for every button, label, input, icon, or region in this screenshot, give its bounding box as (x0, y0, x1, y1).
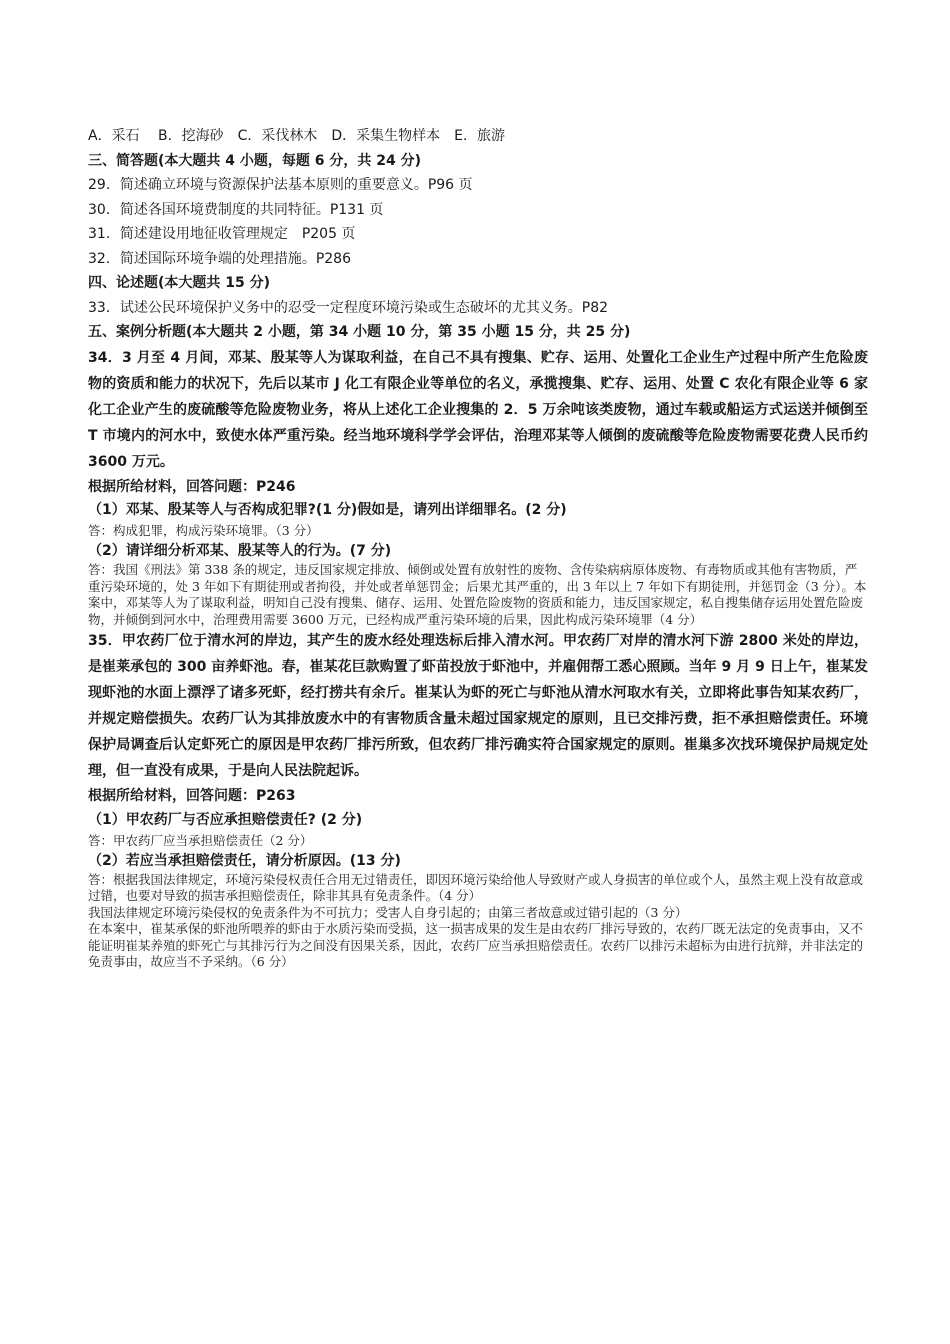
answer-34-2: 答：我国《刑法》第 338 条的规定，违反国家规定排放、倾倒或处置有放射性的废物、含传染病病原体废物、有毒物质或其他有害物质，严重污染环境的，处 3 年如下有期徒刑或者拘役，并处或者单惩罚金；后果尤其严重的，出 3 年以上 7 年如下有期徒刑，并惩罚金（3 分）。本案中，邓某等人为了谋取利益，明知自己没有搜集、储存、运用、处置危险废物的资质和能力，违反国家规定，私自搜集储存运用处置危险废物，并倾倒到河水中，治理费用需要 3600 万元，已经构成严重污染环境的后果，因此构成污染环境罪（4 分） (88, 562, 867, 627)
question-33: 33．试述公民环境保护义务中的忍受一定程度环境污染或生态破坏的尤其义务。P82 (88, 299, 609, 316)
question-34-stem: 34．3 月至 4 月间，邓某、殷某等人为谋取利益，在自己不具有搜集、贮存、运用、处置化工企业生产过程中所产生危险废物的资质和能力的状况下，先后以某市 J 化工有限企业等单位的名义，承揽搜集、贮存、运用、处置 C 农化有限企业等 6 家化工企业产生的废硫酸等危险废物业务，将从上述化工企业搜集的 2．5 万余吨该类废物，通过车载或船运方式运送并倾倒至 T 市境内的河水中，致使水体严重污染。经当地环境科学学会评估，治理邓某等人倾倒的废硫酸等危险废物需要花费人民币约 3600 万元。 (88, 349, 868, 470)
section3-title: 三、简答题(本大题共 4 小题，每题 6 分，共 24 分) (88, 152, 422, 169)
answer-34-1: 答：构成犯罪，构成污染环境罪。（3 分） (88, 523, 319, 538)
question-35-sub1: （1）甲农药厂与否应承担赔偿责任? (2 分) (88, 811, 363, 828)
question-32: 32．简述国际环境争端的处理措施。P286 (88, 250, 351, 267)
question-30: 30．简述各国环境费制度的共同特征。P131 页 (88, 201, 384, 218)
q28-options: A．采石 B．挖海砂 C．采伐林木 D．采集生物样本 E．旅游 (88, 128, 506, 144)
answer-35-2b: 我国法律规定环境污染侵权的免责条件为不可抗力；受害人自身引起的；由第三者故意或过错引起的（3 分） (88, 904, 688, 920)
answer-35-2c: 在本案中，崔某承保的虾池所喂养的虾由于水质污染而受损，这一损害成果的发生是由农药厂排污导致的，农药厂既无法定的免责事由，又不能证明崔某养殖的虾死亡与其排污行为之间没有因果关系，因此，农药厂应当承担赔偿责任。农药厂以排污未超标为由进行抗辩，并非法定的免责事由，故应当不予采纳。（6 分） (88, 921, 864, 969)
question-34-sub1: （1）邓某、殷某等人与否构成犯罪?(1 分)假如是，请列出详细罪名。(2 分) (88, 502, 567, 518)
section5-title: 五、案例分析题(本大题共 2 小题，第 34 小题 10 分，第 35 小题 15 分，共 25 分) (88, 324, 631, 340)
question-35-sub2: （2）若应当承担赔偿责任，请分析原因。(13 分) (88, 852, 401, 869)
question-31: 31．简述建设用地征收管理规定 P205 页 (88, 226, 356, 242)
question-35-stem: 35．甲农药厂位于清水河的岸边，其产生的废水经处理迭标后排入清水河。甲农药厂对岸的清水河下游 2800 米处的岸边，是崔莱承包的 300 亩养虾池。春，崔某花巨款购置了虾苗投放于虾池中，并雇佣帮工悉心照顾。当年 9 月 9 日上午，崔某发现虾池的水面上漂浮了诸多死虾，经打捞共有余斤。崔某认为虾的死亡与虾池从清水河取水有关，立即将此事告知某农药厂，并规定赔偿损失。农药厂认为其排放废水中的有害物质含量未超过国家规定的原则，且已交排污费，拒不承担赔偿责任。环境保护局调查后认定虾死亡的原因是甲农药厂排污所致，但农药厂排污确实符合国家规定的原则。崔巢多次找环境保护局规定处理，但一直没有成果，于是向人民法院起诉。 (88, 633, 868, 779)
question-34-prompt: 根据所给材料，回答问题：P246 (88, 478, 296, 495)
document-page (88, 124, 868, 971)
answer-35-2a: 答：根据我国法律规定，环境污染侵权责任合用无过错责任，即因环境污染给他人导致财产或人身损害的单位或个人，虽然主观上没有故意或过错，也要对导致的损害承担赔偿责任，除非其具有免责条件。（4 分） (88, 871, 864, 903)
section4-title: 四、论述题(本大题共 15 分) (88, 275, 271, 291)
question-34-sub2: （2）请详细分析邓某、殷某等人的行为。(7 分) (88, 543, 392, 559)
answer-35-1: 答：甲农药厂应当承担赔偿责任（2 分） (88, 832, 313, 848)
question-35-prompt: 根据所给材料，回答问题：P263 (88, 788, 296, 804)
question-29: 29．简述确立环境与资源保护法基本原则的重要意义。P96 页 (88, 177, 473, 193)
